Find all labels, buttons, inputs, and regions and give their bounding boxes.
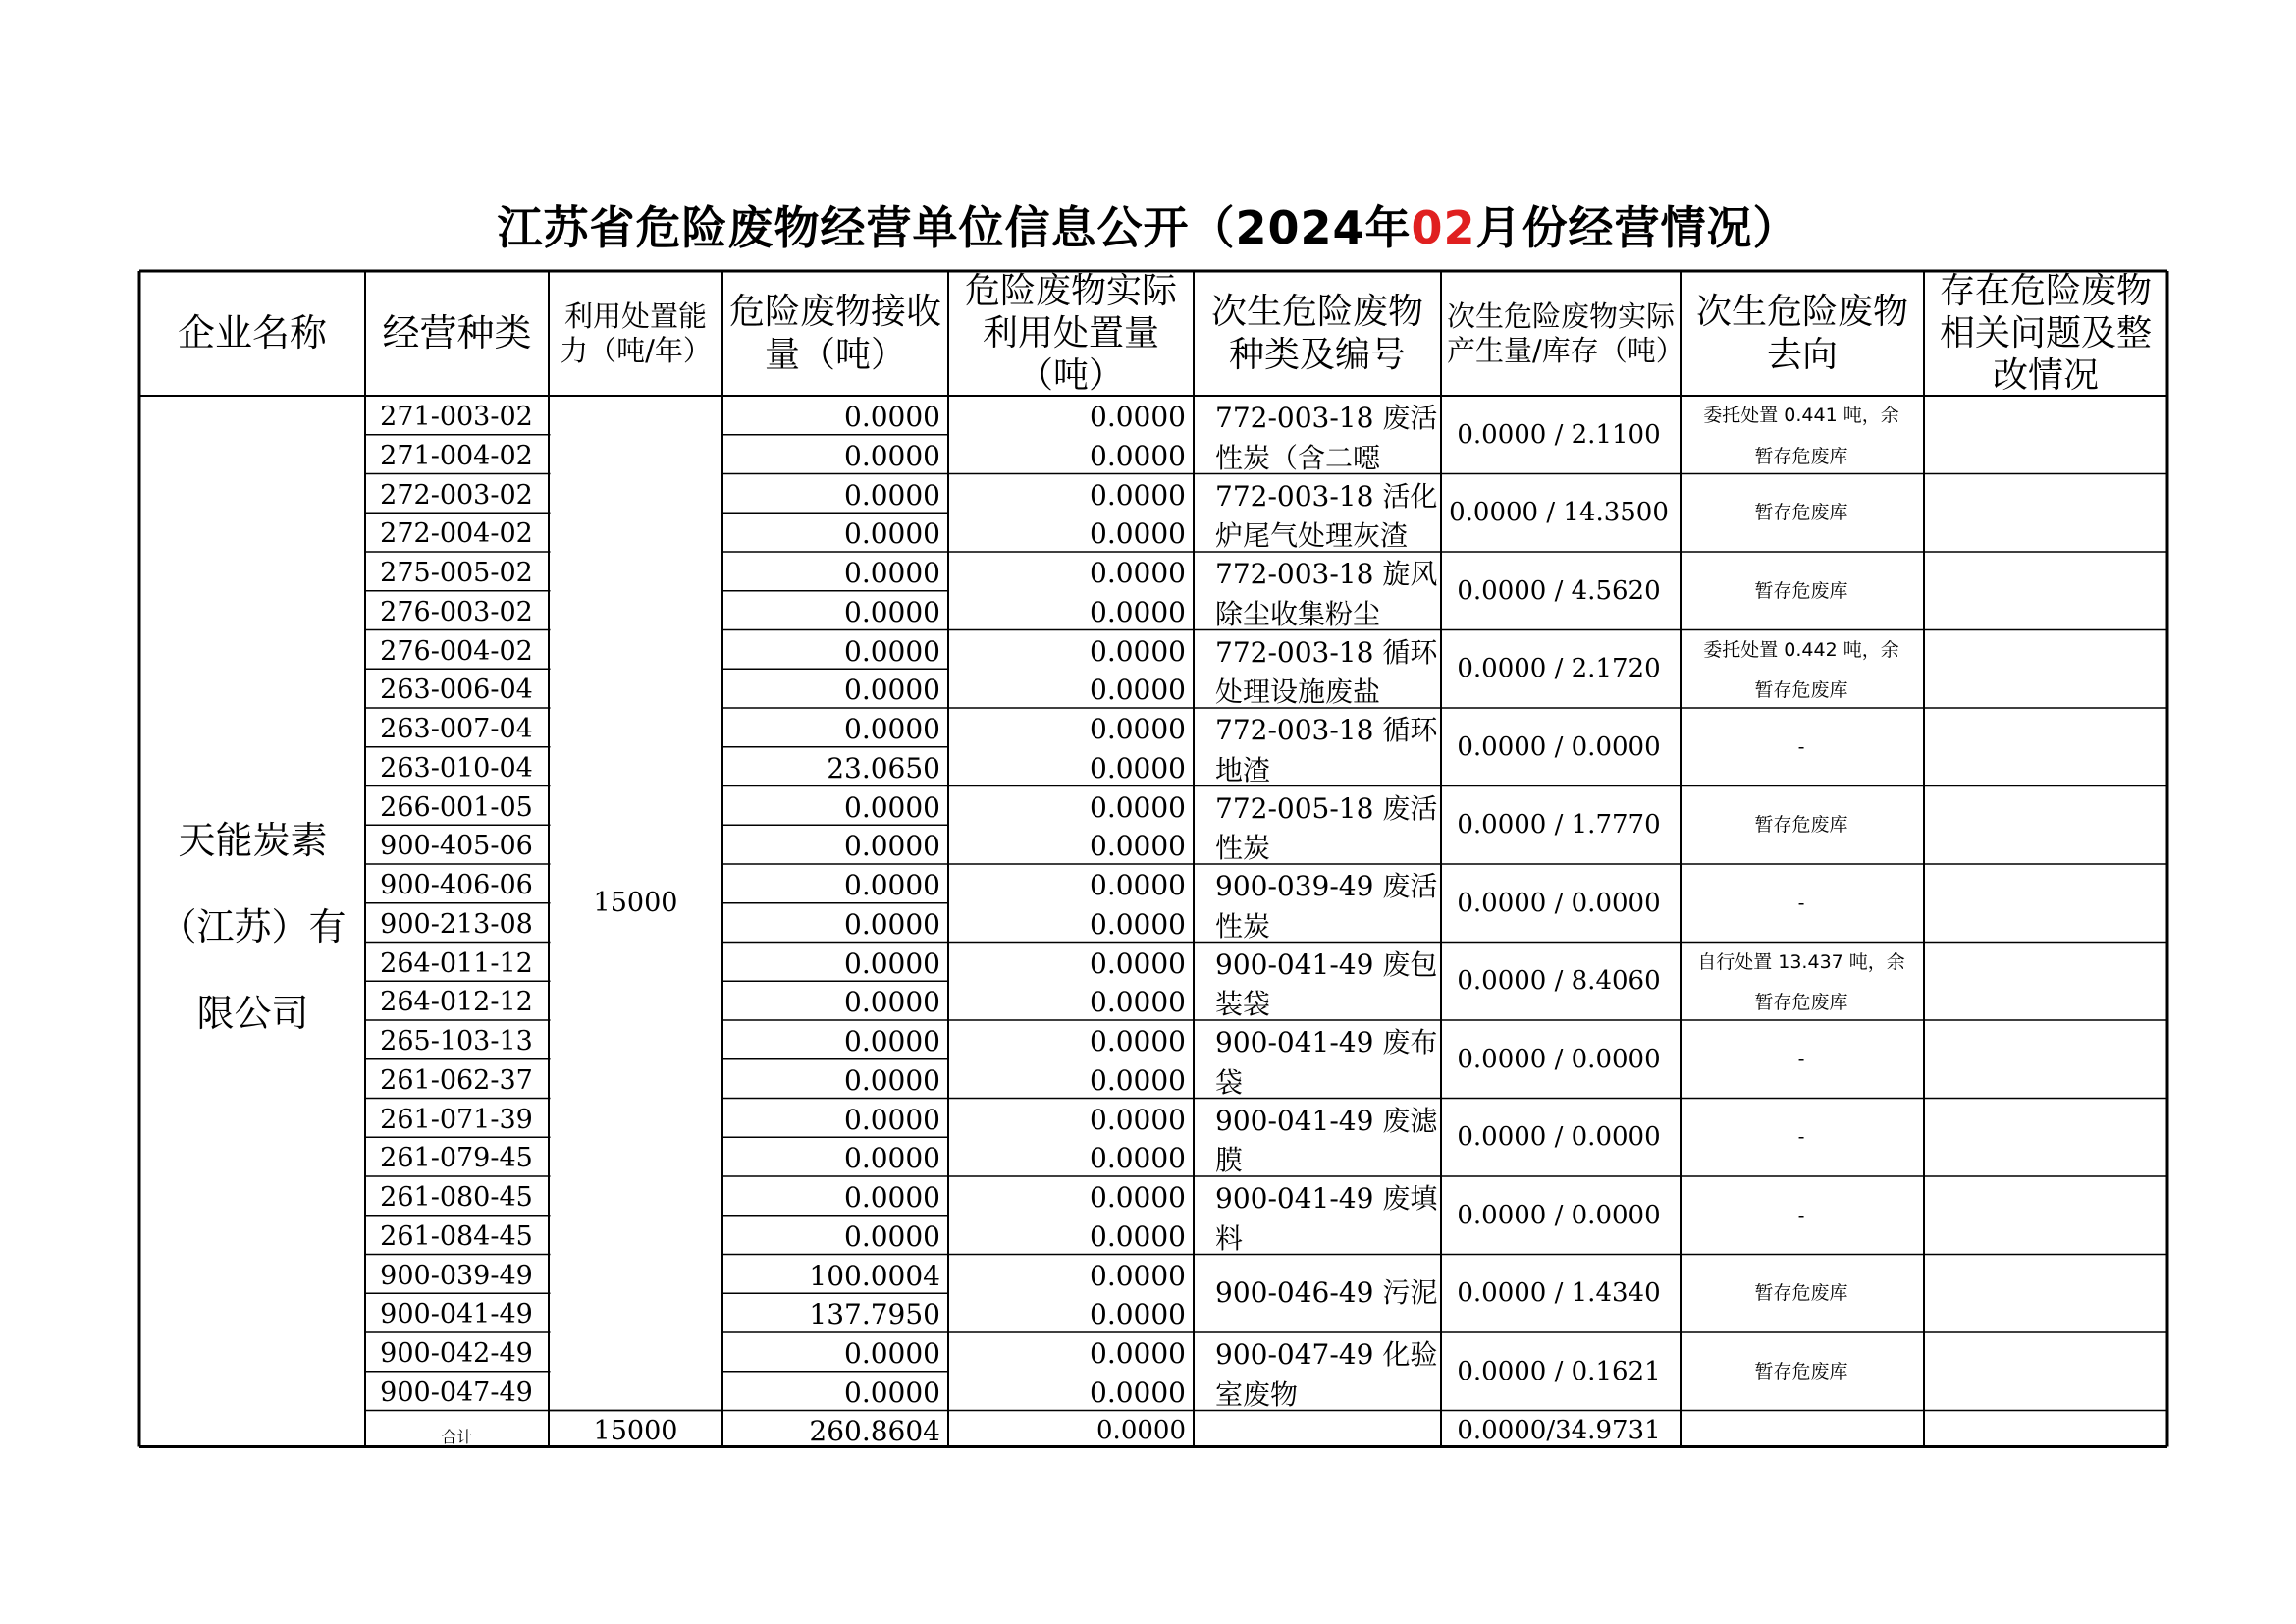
row-disposed: 0.0000 [1090, 1259, 1186, 1292]
secondary-destination: 委托处置 0.442 吨，余 [1703, 638, 1899, 661]
secondary-destination: 自行处置 13.437 吨，余 [1697, 950, 1905, 973]
secondary-amount: 0.0000 / 0.0000 [1457, 1044, 1661, 1074]
company-name-line: （江苏）有 [159, 905, 347, 948]
secondary-amount: 0.0000 / 0.0000 [1457, 1200, 1661, 1230]
row-disposed: 0.0000 [1090, 1376, 1186, 1409]
row-received: 137.7950 [809, 1298, 940, 1331]
row-disposed: 0.0000 [1090, 830, 1186, 863]
total-disposed: 0.0000 [1096, 1415, 1186, 1445]
secondary-amount: 0.0000 / 1.7770 [1457, 810, 1661, 840]
row-code: 900-042-49 [380, 1338, 533, 1369]
capacity-value: 15000 [593, 887, 678, 918]
title-month: 02 [1411, 201, 1476, 254]
secondary-waste-type: 900-041-49 废包 [1215, 947, 1438, 981]
row-disposed: 0.0000 [1090, 790, 1186, 824]
row-code: 266-001-05 [380, 791, 533, 823]
row-code: 900-213-08 [380, 908, 533, 940]
row-received: 0.0000 [844, 557, 940, 589]
row-received: 0.0000 [844, 1181, 940, 1214]
secondary-amount: 0.0000 / 4.5620 [1457, 575, 1661, 606]
secondary-destination: 暂存危废库 [1754, 579, 1848, 602]
total-amount: 0.0000/34.9731 [1457, 1415, 1661, 1445]
row-disposed: 0.0000 [1090, 1025, 1186, 1057]
secondary-amount: 0.0000 / 1.4340 [1457, 1278, 1661, 1309]
row-received: 0.0000 [844, 439, 940, 472]
secondary-waste-type: 772-003-18 循环 [1215, 635, 1438, 669]
row-code: 900-406-06 [380, 870, 533, 900]
row-code: 263-007-04 [380, 714, 533, 744]
row-disposed: 0.0000 [1090, 439, 1186, 472]
row-received: 0.0000 [844, 790, 940, 824]
header-disposed: 危险废物实际利用处置量（吨） [964, 270, 1177, 397]
row-disposed: 0.0000 [1090, 517, 1186, 551]
row-disposed: 0.0000 [1090, 1337, 1186, 1370]
secondary-waste-type: 性炭（含二噁 [1215, 441, 1381, 474]
row-code: 264-011-12 [380, 947, 533, 979]
row-received: 0.0000 [844, 517, 940, 551]
row-disposed: 0.0000 [1090, 478, 1186, 512]
secondary-waste-type: 772-003-18 循环 [1215, 714, 1438, 746]
secondary-amount: 0.0000 / 14.3500 [1449, 498, 1669, 528]
secondary-amount: 0.0000 / 0.0000 [1457, 731, 1661, 762]
secondary-waste-type: 炉尾气处理灰渣 [1215, 519, 1409, 553]
secondary-destination: 暂存危废库 [1754, 814, 1848, 837]
row-code: 900-039-49 [380, 1260, 533, 1291]
row-received: 100.0004 [809, 1259, 940, 1292]
row-code: 900-041-49 [380, 1299, 533, 1330]
row-disposed: 0.0000 [1090, 869, 1186, 901]
row-disposed: 0.0000 [1090, 1298, 1186, 1331]
secondary-amount: 0.0000 / 0.0000 [1457, 888, 1661, 918]
secondary-destination: - [1797, 1048, 1805, 1070]
row-received: 0.0000 [844, 830, 940, 863]
secondary-amount: 0.0000 / 2.1100 [1457, 419, 1661, 450]
header-category: 经营种类 [382, 310, 532, 354]
secondary-waste-type: 900-047-49 化验 [1215, 1338, 1438, 1371]
row-received: 0.0000 [844, 1376, 940, 1409]
row-received: 0.0000 [844, 947, 940, 980]
secondary-waste-type: 料 [1215, 1221, 1244, 1255]
row-received: 0.0000 [844, 634, 940, 668]
row-code: 261-071-39 [380, 1104, 533, 1135]
row-disposed: 0.0000 [1090, 1219, 1186, 1253]
secondary-waste-type: 772-003-18 废活 [1215, 402, 1438, 434]
secondary-waste-type: 除尘收集粉尘 [1215, 597, 1381, 630]
row-received: 0.0000 [844, 674, 940, 707]
row-disposed: 0.0000 [1090, 1103, 1186, 1136]
row-code: 261-079-45 [380, 1143, 533, 1174]
secondary-destination: - [1797, 1204, 1805, 1226]
row-received: 0.0000 [844, 595, 940, 628]
row-disposed: 0.0000 [1090, 751, 1186, 785]
row-disposed: 0.0000 [1090, 986, 1186, 1019]
row-received: 0.0000 [844, 1219, 940, 1253]
row-disposed: 0.0000 [1090, 401, 1186, 433]
header-secondary-amount: 次生危险废物实际产生量/库存（吨） [1447, 298, 1684, 367]
secondary-waste-type: 772-003-18 旋风 [1215, 558, 1438, 590]
company-name [142, 797, 363, 1056]
secondary-waste-type: 900-046-49 污泥 [1215, 1276, 1438, 1310]
row-disposed: 0.0000 [1090, 907, 1186, 941]
row-received: 23.0650 [827, 751, 940, 785]
header-capacity: 利用处置能力（吨/年） [560, 298, 712, 367]
row-received: 0.0000 [844, 713, 940, 745]
row-code: 276-004-02 [380, 635, 533, 667]
header-issues: 存在危险废物相关问题及整改情况 [1939, 270, 2152, 397]
row-code: 264-012-12 [380, 987, 533, 1018]
row-disposed: 0.0000 [1090, 713, 1186, 745]
row-disposed: 0.0000 [1090, 557, 1186, 589]
secondary-waste-type: 性炭 [1215, 909, 1271, 943]
row-code: 261-062-37 [380, 1064, 533, 1096]
header-secondary-type: 次生危险废物种类及编号 [1210, 292, 1423, 375]
secondary-destination: 暂存危废库 [1754, 445, 1848, 467]
secondary-destination: 暂存危废库 [1754, 679, 1848, 702]
row-received: 0.0000 [844, 1103, 940, 1136]
secondary-destination: 暂存危废库 [1754, 1282, 1848, 1305]
row-received: 0.0000 [844, 869, 940, 901]
row-code: 272-003-02 [380, 479, 533, 511]
secondary-destination: 暂存危废库 [1754, 502, 1848, 524]
row-received: 0.0000 [844, 401, 940, 433]
secondary-amount: 0.0000 / 0.0000 [1457, 1122, 1661, 1153]
secondary-waste-type: 膜 [1215, 1144, 1244, 1177]
total-capacity: 15000 [593, 1415, 678, 1446]
company-name-line: 天能炭素 [178, 819, 328, 862]
secondary-amount: 0.0000 / 0.1621 [1457, 1356, 1661, 1386]
row-disposed: 0.0000 [1090, 947, 1186, 980]
row-received: 0.0000 [844, 1063, 940, 1097]
secondary-amount: 0.0000 / 2.1720 [1457, 654, 1661, 684]
secondary-destination: 暂存危废库 [1754, 1360, 1848, 1382]
header-received: 危险废物接收量（吨） [728, 292, 941, 375]
row-code: 900-047-49 [380, 1377, 533, 1408]
row-received: 0.0000 [844, 1142, 940, 1175]
row-received: 0.0000 [844, 478, 940, 512]
total-label: 合计 [441, 1427, 473, 1446]
secondary-destination: - [1797, 735, 1805, 758]
row-received: 0.0000 [844, 907, 940, 941]
row-code: 900-405-06 [380, 831, 533, 862]
header-company: 企业名称 [177, 310, 327, 354]
secondary-destination: - [1797, 892, 1805, 914]
secondary-destination: 暂存危废库 [1754, 992, 1848, 1014]
row-disposed: 0.0000 [1090, 1063, 1186, 1097]
secondary-waste-type: 772-005-18 废活 [1215, 791, 1438, 825]
row-disposed: 0.0000 [1090, 634, 1186, 668]
row-code: 275-005-02 [380, 558, 533, 588]
secondary-waste-type: 地渣 [1215, 753, 1271, 786]
secondary-amount: 0.0000 / 8.4060 [1457, 966, 1661, 997]
secondary-waste-type: 处理设施废盐 [1215, 676, 1381, 709]
company-name-line: 限公司 [196, 992, 309, 1035]
row-received: 0.0000 [844, 1337, 940, 1370]
row-code: 261-080-45 [380, 1182, 533, 1213]
secondary-destination: - [1797, 1126, 1805, 1149]
header-secondary-dest: 次生危险废物去向 [1695, 292, 1908, 375]
secondary-waste-type: 900-041-49 废滤 [1215, 1104, 1438, 1137]
secondary-waste-type: 772-003-18 活化 [1215, 479, 1438, 513]
secondary-waste-type: 装袋 [1215, 988, 1271, 1021]
row-disposed: 0.0000 [1090, 1142, 1186, 1175]
secondary-waste-type: 900-041-49 废填 [1215, 1182, 1438, 1215]
secondary-destination: 委托处置 0.441 吨，余 [1703, 405, 1899, 426]
secondary-waste-type: 性炭 [1215, 832, 1271, 865]
row-disposed: 0.0000 [1090, 674, 1186, 707]
page-title: 江苏省危险废物经营单位信息公开（2024年02月份经营情况） [497, 201, 1799, 254]
secondary-waste-type: 室废物 [1215, 1378, 1299, 1411]
row-received: 0.0000 [844, 986, 940, 1019]
row-code: 271-004-02 [380, 440, 533, 471]
secondary-waste-type: 900-041-49 废布 [1215, 1026, 1438, 1058]
secondary-waste-type: 900-039-49 废活 [1215, 870, 1438, 902]
row-disposed: 0.0000 [1090, 1181, 1186, 1214]
row-code: 265-103-13 [380, 1026, 533, 1056]
row-code: 276-003-02 [380, 596, 533, 627]
row-code: 272-004-02 [380, 518, 533, 550]
row-code: 263-006-04 [380, 675, 533, 706]
total-received: 260.8604 [809, 1414, 940, 1447]
row-code: 263-010-04 [380, 752, 533, 784]
row-received: 0.0000 [844, 1025, 940, 1057]
row-disposed: 0.0000 [1090, 595, 1186, 628]
row-code: 261-084-45 [380, 1220, 533, 1252]
secondary-waste-type: 袋 [1215, 1065, 1244, 1099]
row-code: 271-003-02 [380, 402, 533, 432]
